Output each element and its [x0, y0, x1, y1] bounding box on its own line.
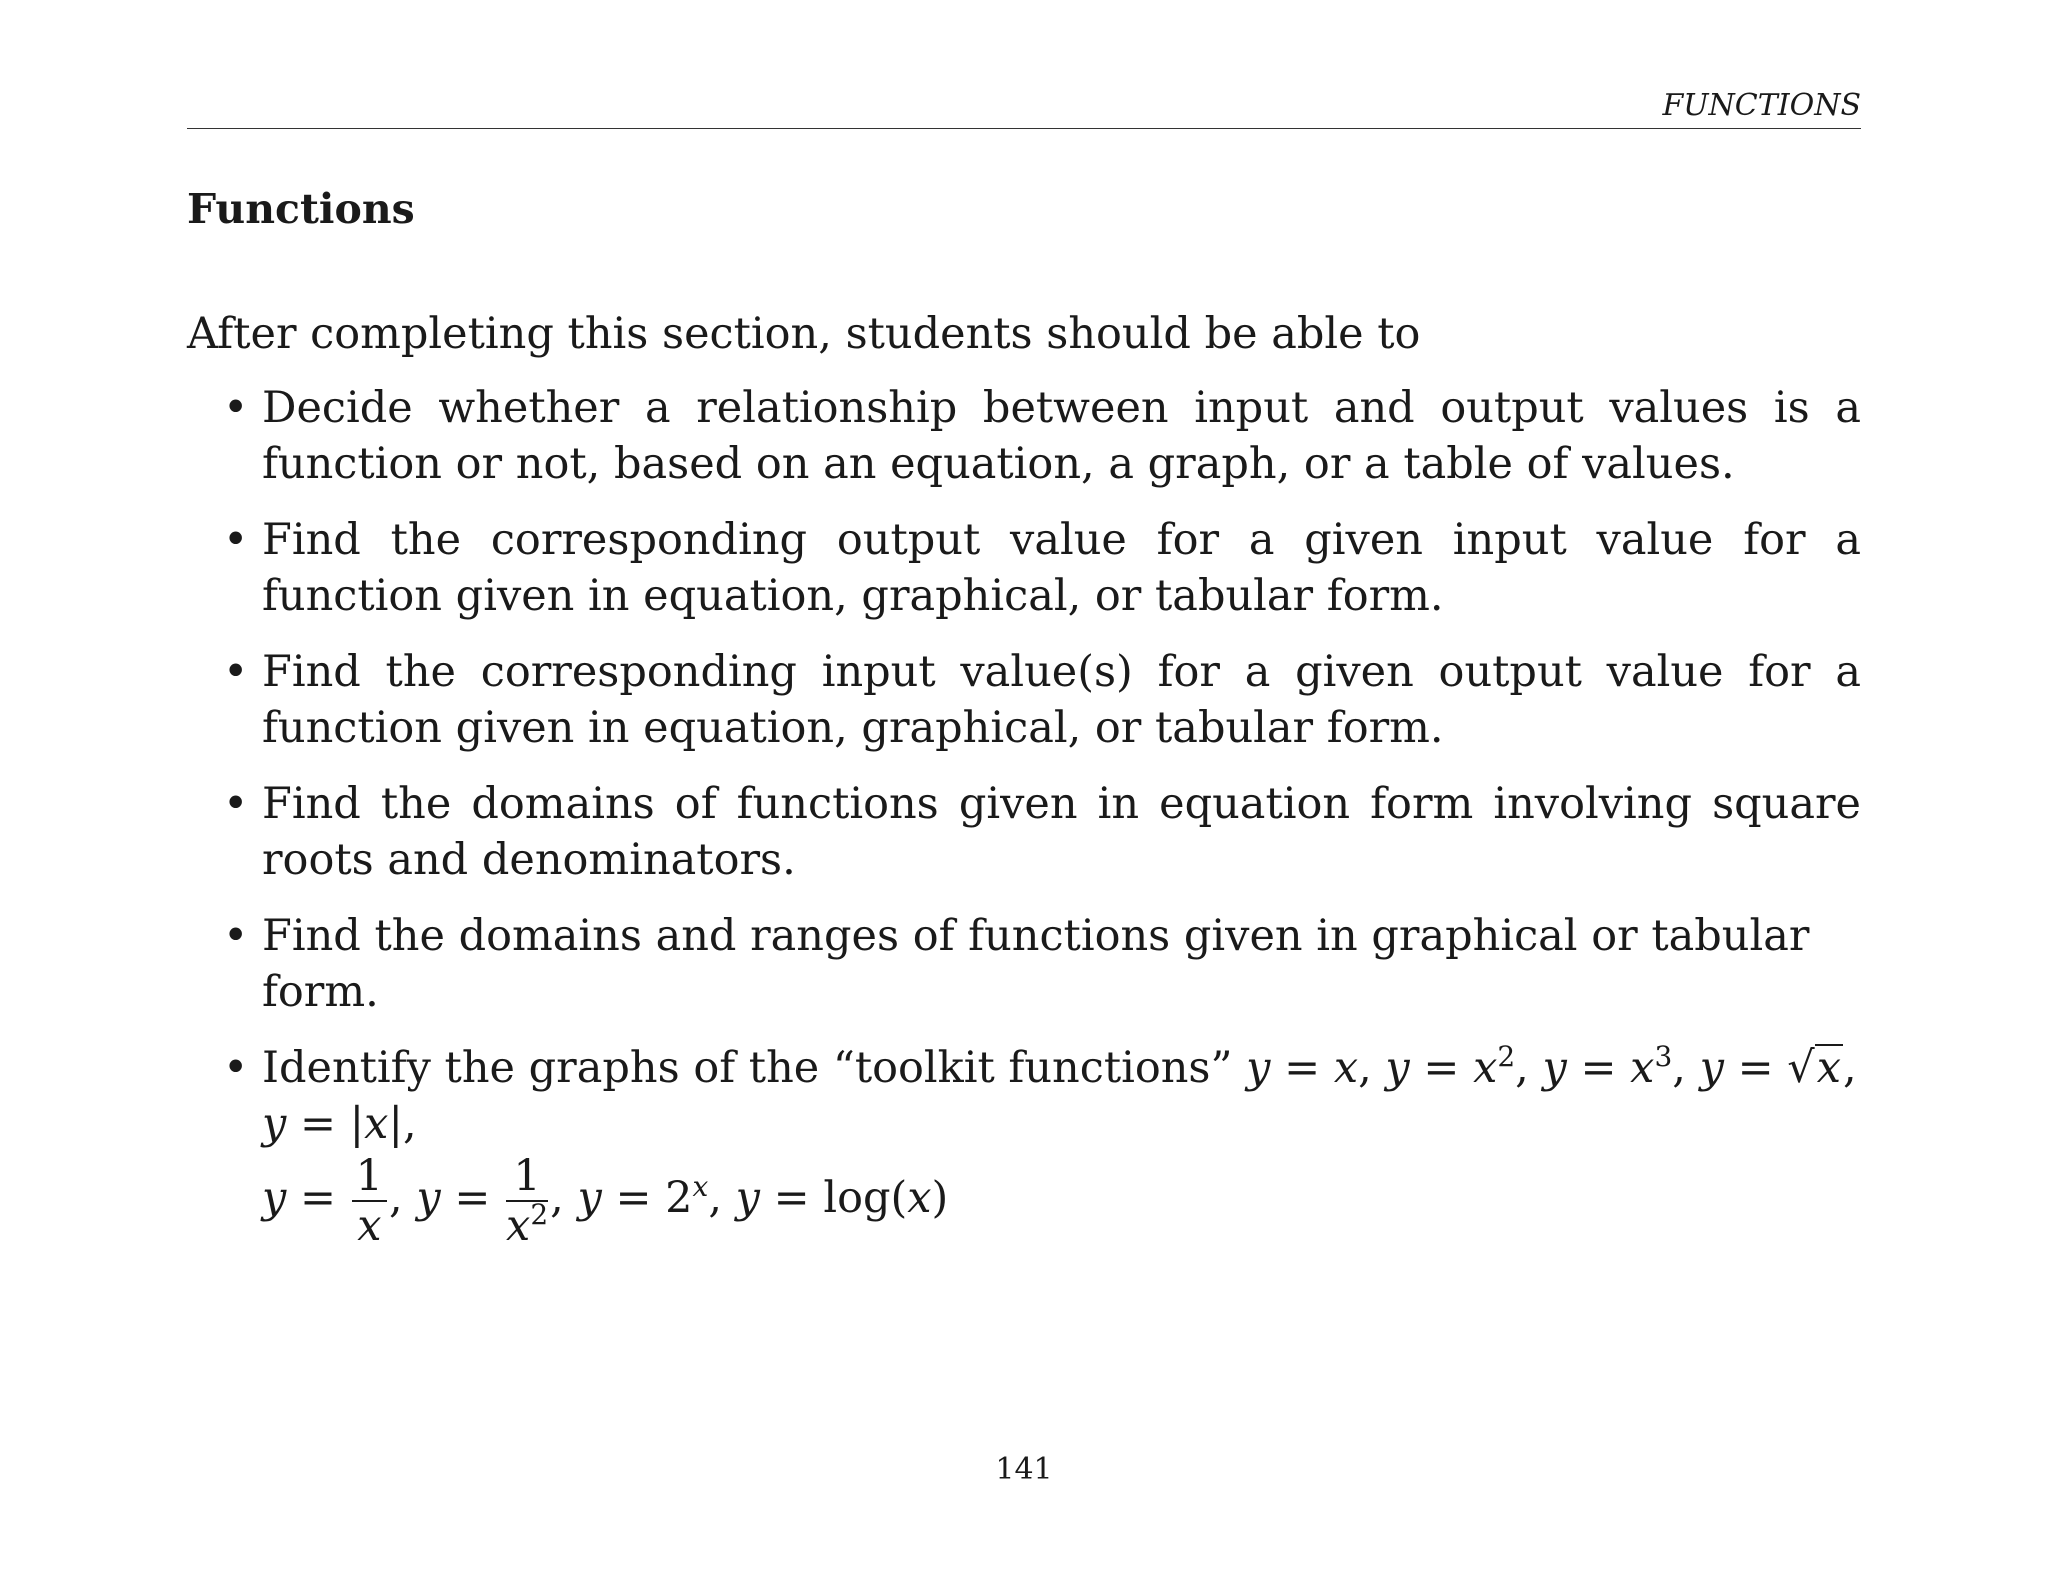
function-y-equals-one-over-x: y = $\frac{1}{x}$ [262, 1173, 389, 1223]
intro-text: After completing this section, students should be able to [187, 309, 1421, 359]
square-root-icon: √x [1787, 1043, 1841, 1093]
bullet-icon: • [223, 383, 249, 433]
function-y-equals-log-x: y = log(x) [735, 1173, 949, 1223]
objective-item [187, 512, 1861, 624]
objective-text: Decide whether a relationship between input and output values is a function or not, based on an equation, a graph, or a table of values. [262, 383, 1861, 489]
objectives-list [187, 380, 1861, 1270]
function-y-equals-x: y = x [1246, 1043, 1359, 1093]
objective-text: Find the domains of functions given in equation form involving square roots and denominators. [262, 779, 1861, 885]
bullet-icon: • [223, 911, 249, 961]
objective-text: Find the corresponding output value for a given input value for a function given in equation, graphical, or tabular form. [262, 515, 1861, 621]
objective-item [187, 776, 1861, 888]
function-y-equals-two-to-the-x: $y = 2^x$ [577, 1170, 709, 1223]
function-y-equals-x-squared: $y = x^2$ [1385, 1040, 1516, 1093]
bullet-icon: • [223, 515, 249, 565]
function-y-equals-one-over-x-squared: y = $\frac{1}{x^2}$ [416, 1151, 549, 1251]
objective-text: Find the domains and ranges of functions given in graphical or tabular form. [262, 911, 1810, 1017]
running-head: FUNCTIONS [1662, 88, 1861, 123]
page-number: 141 [995, 1452, 1053, 1487]
function-y-equals-abs-x: y = |x| [262, 1099, 403, 1149]
objective-item [187, 644, 1861, 756]
function-y-equals-sqrt-x: y = √x [1700, 1043, 1843, 1093]
objective-item-toolkit: • Identify the graphs of the “toolkit functions” y = x, $y = x^2$, $y = x^3$, y = √x, y = |x|, y = $\frac{1}{x}$ , y = $\frac{1}{x^2}$ , $y = 2^x$, y = log(x) [223, 1040, 1857, 1251]
section-title: Functions [187, 185, 415, 233]
header-rule [187, 128, 1861, 129]
bullet-icon: • [223, 1043, 249, 1093]
bullet-icon: • [223, 779, 249, 829]
objective-item [187, 908, 1861, 1020]
bullet-icon: • [223, 647, 249, 697]
function-y-equals-x-cubed: $y = x^3$ [1542, 1040, 1673, 1093]
toolkit-lead-text: Identify the graphs of the “toolkit functions” [262, 1043, 1233, 1093]
objective-text: Find the corresponding input value(s) for a given output value for a function given in equation, graphical, or tabular form. [262, 647, 1861, 753]
objective-item [187, 380, 1861, 492]
